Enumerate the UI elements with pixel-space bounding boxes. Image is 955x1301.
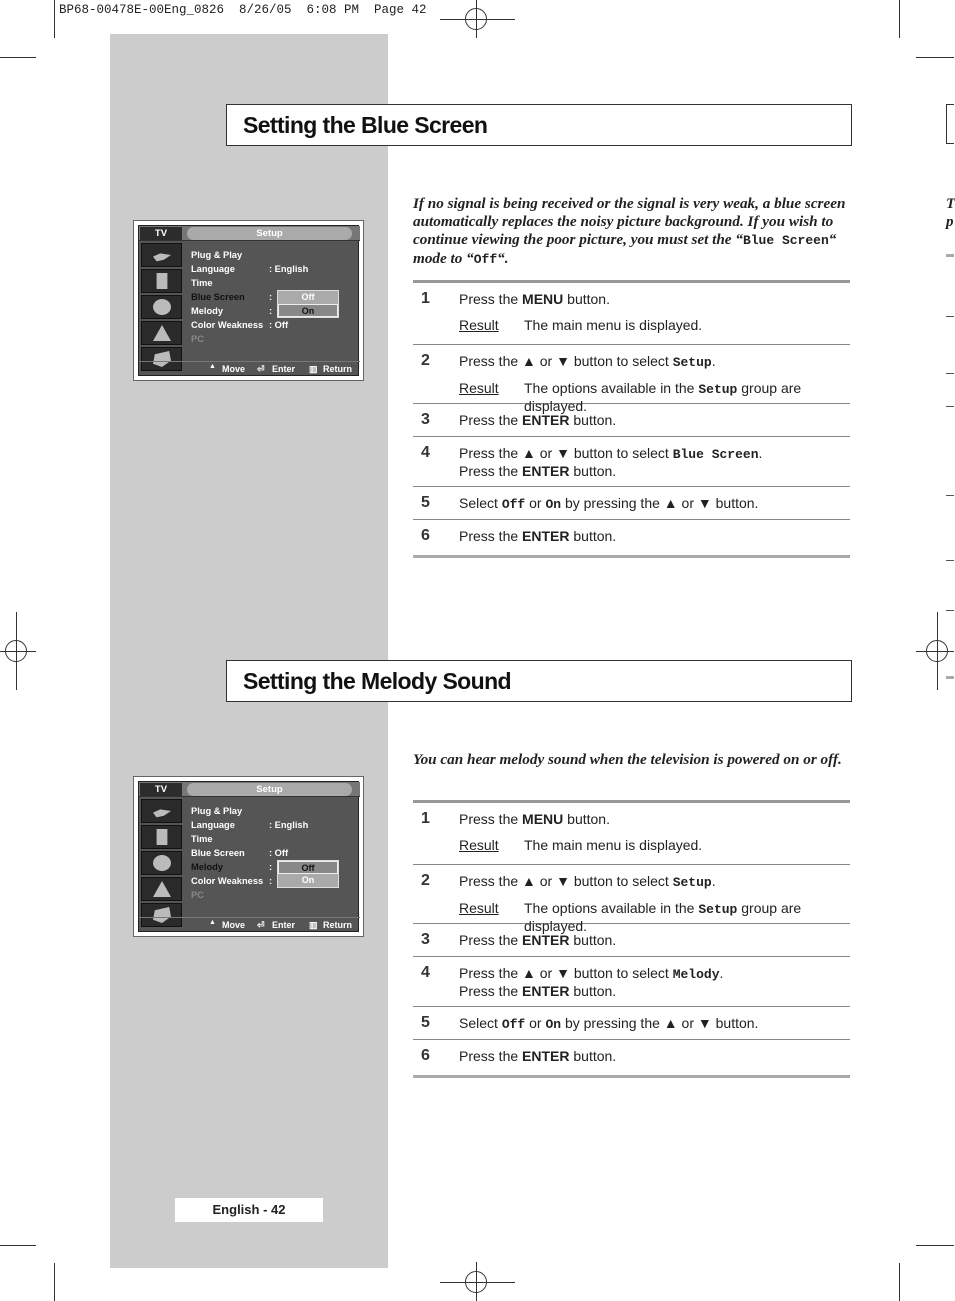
- step-number: 4: [421, 964, 430, 981]
- tv-menu-row: [191, 804, 356, 818]
- picture-icon: [141, 877, 182, 901]
- tv-icon-column: [141, 243, 182, 371]
- step-instruction: Select Off or On by pressing the ▲ or ▼ button.: [459, 495, 759, 512]
- tv-tab: TV: [140, 783, 182, 796]
- next-page-edge-box: [946, 104, 954, 144]
- intro-text: “.: [497, 250, 509, 267]
- result-text: The options available in the Setup group are displayed.: [524, 380, 802, 414]
- registration-line: [937, 612, 938, 690]
- section-title: Setting the Blue Screen: [243, 112, 488, 138]
- tv-menu-row: [191, 332, 356, 346]
- step-result: [459, 837, 850, 854]
- section-intro: [413, 195, 849, 269]
- tv-menu-list: [191, 248, 356, 346]
- steps-table: [413, 280, 850, 558]
- next-page-edge-text: T: [946, 196, 955, 212]
- step-number: 2: [421, 872, 430, 889]
- tv-footer-return: Return: [323, 364, 352, 374]
- section-title-box: [226, 660, 852, 702]
- step-instruction: Press the ENTER button.: [459, 932, 617, 948]
- result-label: Result: [459, 837, 499, 853]
- step-instruction: Select Off or On by pressing the ▲ or ▼ button.: [459, 1015, 759, 1032]
- tv-footer-return: Return: [323, 920, 352, 930]
- tv-menu-label: Color Weakness: [191, 876, 264, 886]
- section-title: Setting the Melody Sound: [243, 668, 511, 694]
- move-arrows-icon: ▲: [209, 363, 216, 370]
- tv-menu-value: : English: [269, 820, 309, 830]
- tv-menu-row: [191, 846, 356, 860]
- tv-menu-label: Plug & Play: [191, 250, 243, 260]
- step-instruction: Press the MENU button.: [459, 811, 610, 827]
- step-instruction: Press the ▲ or ▼ button to select Melody.: [459, 965, 724, 982]
- tv-menu-label: Melody: [191, 862, 224, 872]
- speaker-icon: [141, 825, 182, 849]
- tv-menu-value: : Off: [269, 320, 289, 330]
- step-row: [413, 520, 850, 555]
- intro-text: If no signal is being received or the signal is very weak, a blue screen automatically replaces the noisy picture background. If you wish to continue viewing the poor picture, you must set the “: [413, 195, 846, 248]
- crop-mark: [899, 1263, 900, 1301]
- tv-menu-label: Language: [191, 820, 235, 830]
- sound-disc-icon: [141, 295, 182, 319]
- tv-option: Off: [278, 291, 338, 304]
- step-row: [413, 957, 850, 1007]
- step-number: 5: [421, 494, 430, 511]
- result-text: The main menu is displayed.: [524, 317, 703, 333]
- step-row: [413, 924, 850, 957]
- step-instruction: Press the ▲ or ▼ button to select Blue Screen.: [459, 445, 763, 462]
- tv-screen: [138, 225, 359, 376]
- section-title-box: [226, 104, 852, 146]
- speaker-icon: [141, 269, 182, 293]
- result-label: Result: [459, 900, 499, 916]
- step-instruction: Press the ▲ or ▼ button to select Setup.: [459, 353, 716, 370]
- crop-mark: [0, 57, 36, 58]
- tv-menu-value: :: [269, 876, 273, 886]
- tv-menu-label: PC: [191, 334, 204, 344]
- tv-footer-enter: Enter: [272, 364, 296, 374]
- tv-menu-value: :: [269, 862, 273, 872]
- registration-line: [440, 1282, 515, 1283]
- tv-menu-title: Setup: [187, 783, 352, 796]
- steps-table: [413, 800, 850, 1078]
- step-number: 2: [421, 352, 430, 369]
- picture-icon: [141, 321, 182, 345]
- tv-footer: [139, 917, 360, 931]
- enter-icon: ⏎: [257, 364, 265, 374]
- tv-menu-row: [191, 818, 356, 832]
- crop-mark: [916, 57, 954, 58]
- tv-option: On: [278, 874, 338, 887]
- crop-mark: [916, 1245, 954, 1246]
- step-row: [413, 437, 850, 487]
- registration-line: [476, 0, 477, 38]
- edge-rule: [946, 676, 954, 679]
- step-instruction: Press the ENTER button.: [459, 412, 617, 428]
- tv-menu-row: [191, 262, 356, 276]
- step-result: [459, 317, 850, 334]
- tv-option-selected: On: [278, 304, 338, 317]
- step-instruction: Press the ENTER button.: [459, 983, 617, 999]
- tv-footer-enter: Enter: [272, 920, 296, 930]
- tv-menu-label: Blue Screen: [191, 292, 245, 302]
- tv-menu-label: Plug & Play: [191, 806, 243, 816]
- tv-menu-row: [191, 276, 356, 290]
- tv-option-popup: [277, 290, 339, 318]
- step-instruction: Press the ENTER button.: [459, 1048, 617, 1064]
- tv-menu-row: [191, 318, 356, 332]
- intro-code: Blue Screen: [742, 233, 829, 248]
- step-number: 1: [421, 290, 430, 307]
- tv-menu-value: :: [269, 292, 273, 302]
- edge-rule: [946, 316, 954, 317]
- section-intro: You can hear melody sound when the television is powered on or off.: [413, 751, 842, 768]
- result-label: Result: [459, 380, 499, 396]
- step-row: [413, 283, 850, 345]
- tv-footer-move: Move: [222, 920, 246, 930]
- tv-menu-list: [191, 804, 356, 902]
- tv-top-bar: [139, 782, 360, 797]
- tv-screen: [138, 781, 359, 932]
- tv-menu-row: [191, 832, 356, 846]
- crop-mark: [54, 1263, 55, 1301]
- tv-option-selected: Off: [278, 861, 338, 874]
- tv-menu-label: Time: [191, 834, 213, 844]
- tv-menu-value: : English: [269, 264, 309, 274]
- sound-disc-icon: [141, 851, 182, 875]
- step-row: [413, 803, 850, 865]
- step-row: [413, 1007, 850, 1040]
- enter-icon: ⏎: [257, 920, 265, 930]
- edge-rule: [946, 610, 954, 611]
- tv-option-popup: [277, 860, 339, 888]
- edge-rule: [946, 406, 954, 407]
- step-number: 5: [421, 1014, 430, 1031]
- step-instruction: Press the MENU button.: [459, 291, 610, 307]
- return-icon: ▥: [309, 364, 318, 374]
- antenna-icon: [141, 799, 182, 823]
- tv-menu-label: Color Weakness: [191, 320, 264, 330]
- tv-top-bar: [139, 226, 360, 241]
- registration-line: [476, 1262, 477, 1301]
- tv-menu-label: PC: [191, 890, 204, 900]
- tv-icon-column: [141, 799, 182, 927]
- tv-menu-label: Time: [191, 278, 213, 288]
- step-instruction: Press the ENTER button.: [459, 463, 617, 479]
- step-row: [413, 865, 850, 934]
- return-icon: ▥: [309, 920, 318, 930]
- edge-rule: [946, 495, 954, 496]
- tv-menu-row: [191, 248, 356, 262]
- tv-menu-value: :: [269, 306, 273, 316]
- registration-line: [0, 651, 36, 652]
- step-number: 4: [421, 444, 430, 461]
- edge-rule: [946, 560, 954, 561]
- registration-line: [916, 651, 954, 652]
- crop-mark: [899, 0, 900, 38]
- tv-footer-move: Move: [222, 364, 246, 374]
- step-row: [413, 1040, 850, 1075]
- next-page-edge-text: p: [946, 214, 954, 230]
- step-row: [413, 487, 850, 520]
- tv-tab: TV: [140, 227, 182, 240]
- move-arrows-icon: ▲: [209, 919, 216, 926]
- tv-menu-label: Melody: [191, 306, 224, 316]
- print-header: BP68-00478E-00Eng_0826 8/26/05 6:08 PM Page 42: [59, 3, 427, 17]
- step-number: 3: [421, 411, 430, 428]
- step-row: [413, 345, 850, 414]
- step-number: 1: [421, 810, 430, 827]
- intro-code: Off: [473, 252, 498, 267]
- step-number: 6: [421, 1047, 430, 1064]
- page-number: English - 42: [175, 1198, 323, 1222]
- tv-menu-title: Setup: [187, 227, 352, 240]
- tv-menu-row: [191, 888, 356, 902]
- antenna-icon: [141, 243, 182, 267]
- result-text: The options available in the Setup group are displayed.: [524, 900, 802, 934]
- tv-menu-screenshot: [133, 220, 364, 381]
- tv-footer: [139, 361, 360, 375]
- tv-menu-label: Language: [191, 264, 235, 274]
- tv-menu-value: : Off: [269, 848, 289, 858]
- crop-mark: [0, 1245, 36, 1246]
- edge-rule: [946, 373, 954, 374]
- edge-rule: [946, 254, 954, 257]
- crop-mark: [54, 0, 55, 38]
- registration-line: [440, 19, 515, 20]
- step-instruction: Press the ▲ or ▼ button to select Setup.: [459, 873, 716, 890]
- result-text: The main menu is displayed.: [524, 837, 703, 853]
- registration-line: [16, 612, 17, 690]
- tv-menu-screenshot: [133, 776, 364, 937]
- step-row: [413, 404, 850, 437]
- step-number: 3: [421, 931, 430, 948]
- step-number: 6: [421, 527, 430, 544]
- tv-menu-label: Blue Screen: [191, 848, 245, 858]
- step-instruction: Press the ENTER button.: [459, 528, 617, 544]
- result-label: Result: [459, 317, 499, 333]
- intro-text: “ mode to “: [413, 231, 837, 267]
